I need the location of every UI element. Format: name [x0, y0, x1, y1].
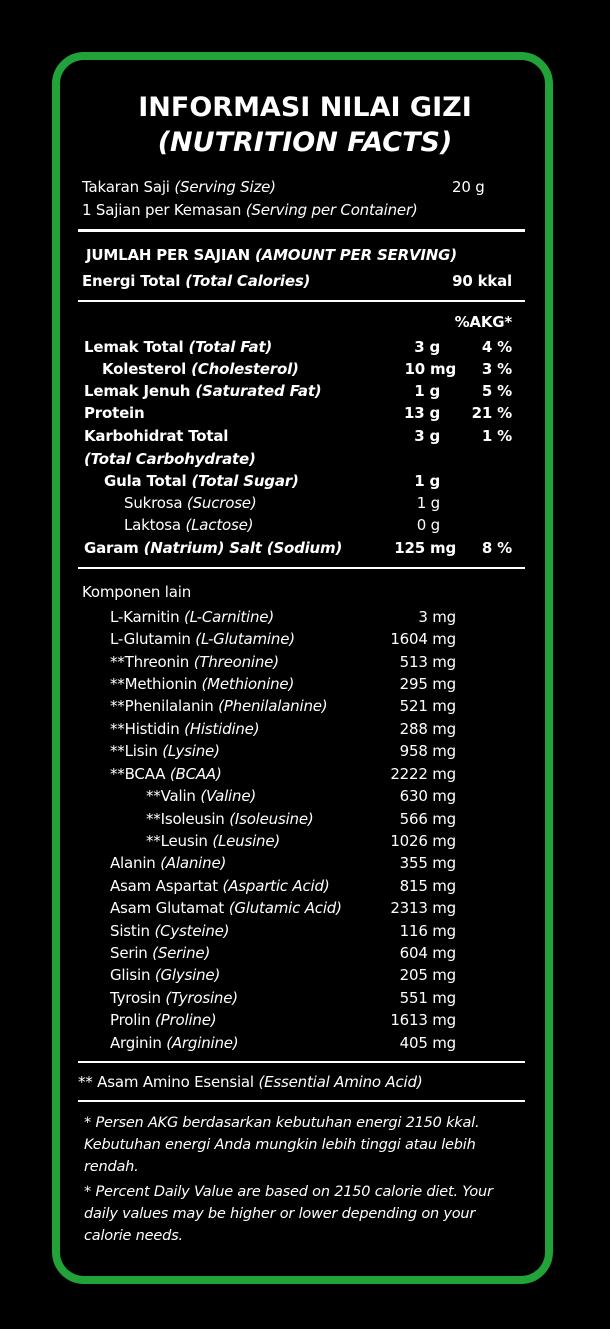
- component-amount: 355 mg: [399, 854, 456, 872]
- nutrient-akg: 4 %: [481, 338, 512, 356]
- serving-size-label: Takaran Saji (Serving Size): [82, 178, 276, 196]
- component-name: **Phenilalanin (Phenilalanine): [110, 697, 328, 715]
- nutrient-name: Protein: [84, 404, 145, 422]
- nutrient-amount: 1 g: [414, 382, 440, 400]
- component-amount: 2222 mg: [390, 765, 456, 783]
- akg-column-header: %AKG*: [454, 313, 512, 331]
- serving-per-container-label: 1 Sajian per Kemasan (Serving per Container): [82, 201, 418, 219]
- component-name: L-Karnitin (L-Carnitine): [110, 608, 274, 626]
- footnote-id: * Persen AKG berdasarkan kebutuhan energi 2150 kkal. Kebutuhan energi Anda mungkin lebih tinggi atau lebih rendah.: [84, 1115, 480, 1175]
- component-name: **BCAA (BCAA): [110, 765, 222, 783]
- divider-rule: [78, 567, 525, 569]
- nutrient-name: Lemak Jenuh (Saturated Fat): [84, 382, 322, 400]
- component-amount: 288 mg: [399, 720, 456, 738]
- nutrient-akg: 5 %: [481, 382, 512, 400]
- nutrient-name: Lemak Total (Total Fat): [84, 338, 273, 356]
- component-name: Tyrosin (Tyrosine): [110, 989, 238, 1007]
- energy-total-label: Energi Total (Total Calories): [82, 272, 311, 290]
- nutrient-amount: 1 g: [414, 472, 440, 490]
- footnote-en: * Percent Daily Value are based on 2150 calorie diet. Your daily values may be higher or lower depending on your calorie needs.: [84, 1184, 493, 1244]
- divider-rule: [78, 229, 525, 232]
- nutrient-amount: 13 g: [403, 404, 440, 422]
- component-amount: 630 mg: [399, 787, 456, 805]
- component-name: Arginin (Arginine): [110, 1034, 239, 1052]
- component-name: **Isoleusin (Isoleusine): [146, 810, 314, 828]
- title-sub: (NUTRITION FACTS): [157, 127, 453, 158]
- component-name: **Lisin (Lysine): [110, 742, 220, 760]
- nutrient-amount: 10 mg: [404, 360, 456, 378]
- component-amount: 116 mg: [399, 922, 456, 940]
- component-amount: 1026 mg: [390, 832, 456, 850]
- nutrient-akg: 3 %: [481, 360, 512, 378]
- nutrient-name: Garam (Natrium) Salt (Sodium): [84, 539, 343, 557]
- component-amount: 1613 mg: [390, 1011, 456, 1029]
- nutrient-name: Gula Total (Total Sugar): [104, 472, 299, 490]
- component-name: Asam Glutamat (Glutamic Acid): [110, 899, 342, 917]
- serving-size-value: 20 g: [452, 178, 485, 196]
- component-name: **Methionin (Methionine): [110, 675, 295, 693]
- component-amount: 3 mg: [418, 608, 456, 626]
- component-name: **Histidin (Histidine): [110, 720, 260, 738]
- nutrient-akg: 21 %: [471, 404, 512, 422]
- component-amount: 566 mg: [399, 810, 456, 828]
- component-amount: 815 mg: [399, 877, 456, 895]
- nutrient-akg: 1 %: [481, 427, 512, 445]
- component-name: **Threonin (Threonine): [110, 653, 279, 671]
- divider-rule: [78, 300, 525, 302]
- nutrient-amount: 1 g: [416, 494, 440, 512]
- component-name: Glisin (Glysine): [110, 966, 221, 984]
- component-amount: 1604 mg: [390, 630, 456, 648]
- nutrient-name: Laktosa (Lactose): [124, 516, 254, 534]
- component-name: Prolin (Proline): [110, 1011, 217, 1029]
- essential-amino-note: ** Asam Amino Esensial (Essential Amino Acid): [78, 1073, 423, 1091]
- component-amount: 2313 mg: [390, 899, 456, 917]
- component-amount: 205 mg: [399, 966, 456, 984]
- nutrient-amount: 0 g: [416, 516, 440, 534]
- nutrient-name: Kolesterol (Cholesterol): [102, 360, 299, 378]
- amount-per-serving-header: JUMLAH PER SAJIAN (AMOUNT PER SERVING): [86, 246, 457, 264]
- title-main: INFORMASI NILAI GIZI: [138, 92, 472, 123]
- component-name: Serin (Serine): [110, 944, 211, 962]
- component-name: Sistin (Cysteine): [110, 922, 230, 940]
- component-amount: 521 mg: [399, 697, 456, 715]
- nutrient-name: Sukrosa (Sucrose): [124, 494, 257, 512]
- component-amount: 604 mg: [399, 944, 456, 962]
- components-header: Komponen lain: [82, 583, 192, 601]
- nutrient-amount: 3 g: [414, 338, 440, 356]
- component-name: **Valin (Valine): [146, 787, 256, 805]
- component-name: Alanin (Alanine): [110, 854, 227, 872]
- nutrient-name-en: (Total Carbohydrate): [84, 450, 256, 468]
- component-amount: 551 mg: [399, 989, 456, 1007]
- divider-rule: [78, 1100, 525, 1102]
- nutrient-name: Karbohidrat Total: [84, 427, 229, 445]
- component-amount: 958 mg: [399, 742, 456, 760]
- component-amount: 405 mg: [399, 1034, 456, 1052]
- divider-rule: [78, 1061, 525, 1063]
- nutrient-akg: 8 %: [481, 539, 512, 557]
- component-amount: 295 mg: [399, 675, 456, 693]
- component-name: **Leusin (Leusine): [146, 832, 281, 850]
- nutrient-amount: 3 g: [414, 427, 440, 445]
- component-name: L-Glutamin (L-Glutamine): [110, 630, 295, 648]
- energy-total-value: 90 kkal: [452, 272, 512, 290]
- nutrient-amount: 125 mg: [394, 539, 456, 557]
- component-amount: 513 mg: [399, 653, 456, 671]
- component-name: Asam Aspartat (Aspartic Acid): [110, 877, 330, 895]
